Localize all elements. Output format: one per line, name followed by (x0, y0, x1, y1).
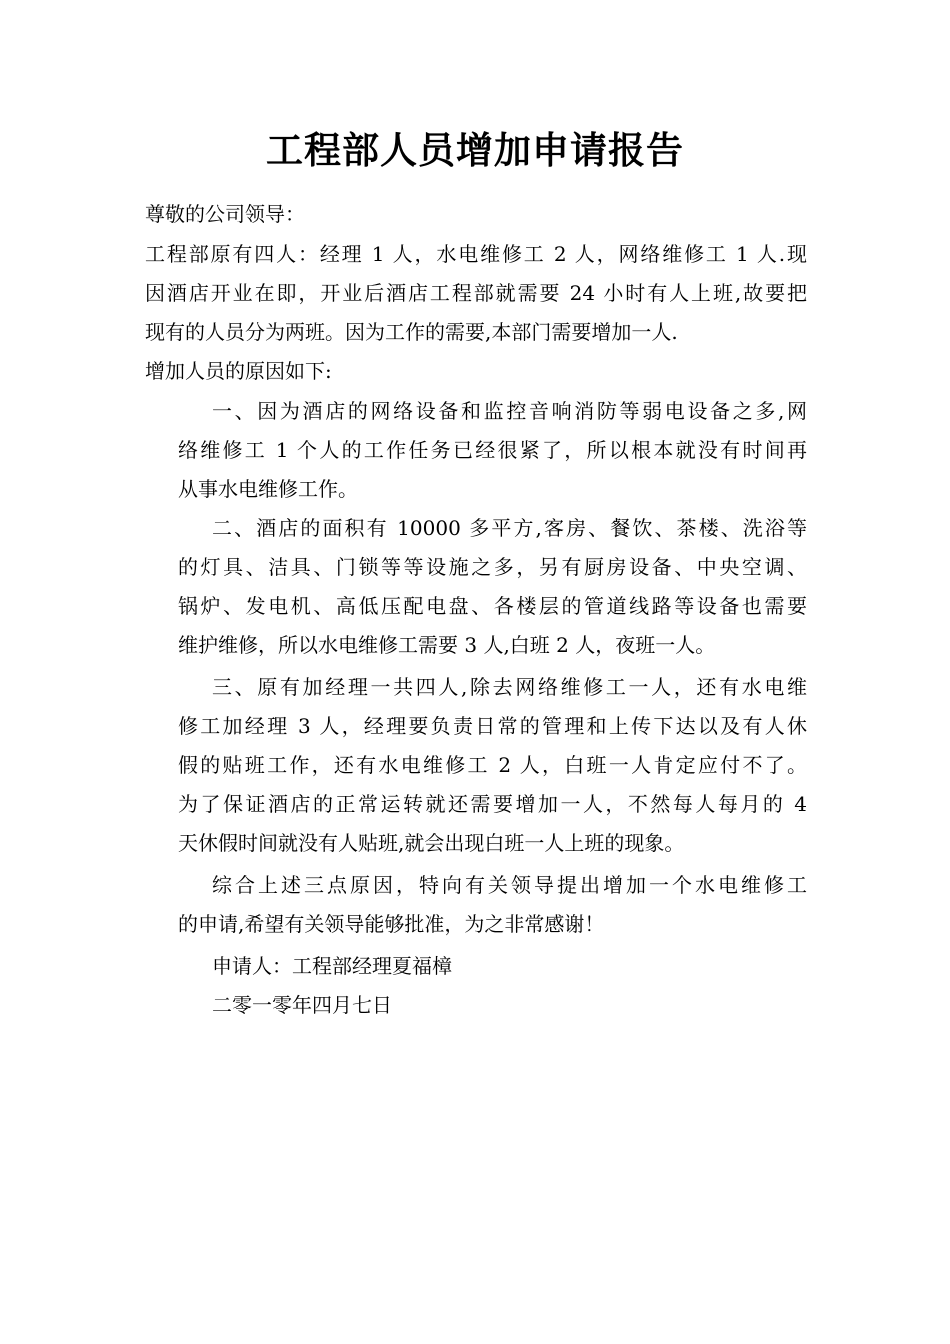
reason-2-line: 的灯具、洁具、门锁等等设施之多，另有厨房设备、中央空调、 (178, 555, 807, 579)
reasons-heading: 增加人员的原因如下: (145, 359, 332, 383)
conclusion-line: 综合上述三点原因，特向有关领导提出增加一个水电维修工 (212, 873, 807, 897)
reason-2-line: 二、酒店的面积有 10000 多平方,客房、餐饮、茶楼、洗浴等 (212, 516, 807, 540)
intro-line: 工程部原有四人：经理 1 人，水电维修工 2 人，网络维修工 1 人.现 (145, 242, 807, 266)
reason-2-line: 维护维修，所以水电维修工需要 3 人,白班 2 人，夜班一人。 (178, 633, 716, 657)
intro-line: 现有的人员分为两班。因为工作的需要,本部门需要增加一人. (145, 320, 678, 344)
salutation: 尊敬的公司领导： (145, 202, 305, 226)
reason-1-line: 络维修工 1 个人的工作任务已经很紧了，所以根本就没有时间再 (178, 438, 807, 462)
intro-line: 因酒店开业在即，开业后酒店工程部就需要 24 小时有人上班,故要把 (145, 281, 807, 305)
applicant-signature: 申请人：工程部经理夏福樟 (212, 954, 452, 978)
document-date: 二零一零年四月七日 (212, 993, 392, 1017)
reason-1-line: 从事水电维修工作。 (178, 477, 358, 501)
reason-3-line: 为了保证酒店的正常运转就还需要增加一人，不然每人每月的 4 (178, 792, 807, 816)
conclusion-line: 的申请,希望有关领导能够批准，为之非常感谢！ (178, 912, 605, 936)
reason-2-line: 锅炉、发电机、高低压配电盘、各楼层的管道线路等设备也需要 (178, 594, 807, 618)
reason-3-line: 三、原有加经理一共四人,除去网络维修工一人，还有水电维 (212, 675, 807, 699)
reason-3-line: 假的贴班工作，还有水电维修工 2 人，白班一人肯定应付不了。 (178, 753, 807, 777)
reason-3-line: 修工加经理 3 人，经理要负责日常的管理和上传下达以及有人休 (178, 714, 807, 738)
reason-1-line: 一、因为酒店的网络设备和监控音响消防等弱电设备之多,网 (212, 399, 807, 423)
reason-3-line: 天休假时间就没有人贴班,就会出现白班一人上班的现象。 (178, 831, 685, 855)
page-title: 工程部人员增加申请报告 (266, 129, 684, 172)
